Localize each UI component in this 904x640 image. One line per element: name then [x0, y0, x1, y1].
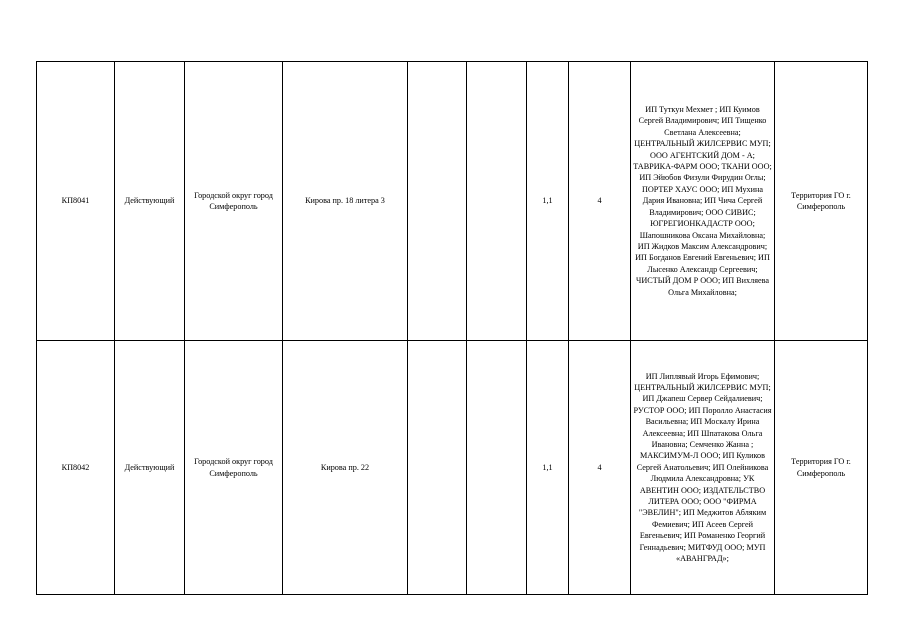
cell-code: КП8042 [37, 341, 115, 595]
cell-empty-5 [408, 62, 467, 341]
cell-status: Действующий [115, 62, 185, 341]
cell-territory: Территория ГО г. Симферополь [775, 341, 868, 595]
cell-address: Кирова пр. 22 [283, 341, 408, 595]
cell-count: 4 [569, 341, 631, 595]
table-row [37, 62, 868, 341]
cell-code: КП8041 [37, 62, 115, 341]
cell-empty-6 [467, 341, 527, 595]
cell-municipality: Городской округ город Симферополь [185, 341, 283, 595]
cell-status: Действующий [115, 341, 185, 595]
registry-table [36, 61, 868, 595]
cell-owners: ИП Липлявый Игорь Ефимович; ЦЕНТРАЛЬНЫЙ ЖИЛСЕРВИС МУП; ИП Джапеш Сервер Сейдалиевич; РУСТОР ООО; ИП Поролло Анастасия Васильевна; ИП Москалу Ирина Алексеевна; ИП Шпатакова Ольга Ивановна; Семченко Жанна ; МАКСИМУМ-Л ООО; ИП Куликов Сергей Анатольевич; ИП Олейникова Людмила Александровна; УК АВЕНТИН ООО; ИЗДАТЕЛЬСТВО ЛИТЕРА ООО; ООО "ФИРМА "ЭВЕЛИН"; ИП Меджитов Абляким Фемиевич; ИП Асеев Сергей Евгеньевич; ИП Романенко Георгий Геннадьевич; МИТФУД ООО; МУП «АВАНГРАД»; [631, 341, 775, 595]
cell-value: 1,1 [527, 341, 569, 595]
cell-empty-5 [408, 341, 467, 595]
cell-address: Кирова пр. 18 литера 3 [283, 62, 408, 341]
cell-empty-6 [467, 62, 527, 341]
cell-territory: Территория ГО г. Симферополь [775, 62, 868, 341]
cell-owners: ИП Туткун Мехмет ; ИП Куимов Сергей Владимирович; ИП Тищенко Светлана Алексеевна; ЦЕНТРАЛЬНЫЙ ЖИЛСЕРВИС МУП; ООО АГЕНТСКИЙ ДОМ - А; ТАВРИКА-ФАРМ ООО; ТКАНИ ООО; ИП Эйюбов Физули Фирудин Оглы; ПОРТЕР ХАУС ООО; ИП Мухина Дария Ивановна; ИП Чича Сергей Владимирович; ООО СИВИС; ЮГРЕГИОНКАДАСТР ООО; Шапошникова Оксана Михайловна; ИП Жидков Максим Александрович; ИП Богданов Евгений Евгеньевич; ИП Лысенко Александр Сергеевич; ЧИСТЫЙ ДОМ Р ООО; ИП Вихляева Ольга Михайловна; [631, 62, 775, 341]
cell-count: 4 [569, 62, 631, 341]
table-row [37, 341, 868, 595]
cell-municipality: Городской округ город Симферополь [185, 62, 283, 341]
cell-value: 1,1 [527, 62, 569, 341]
